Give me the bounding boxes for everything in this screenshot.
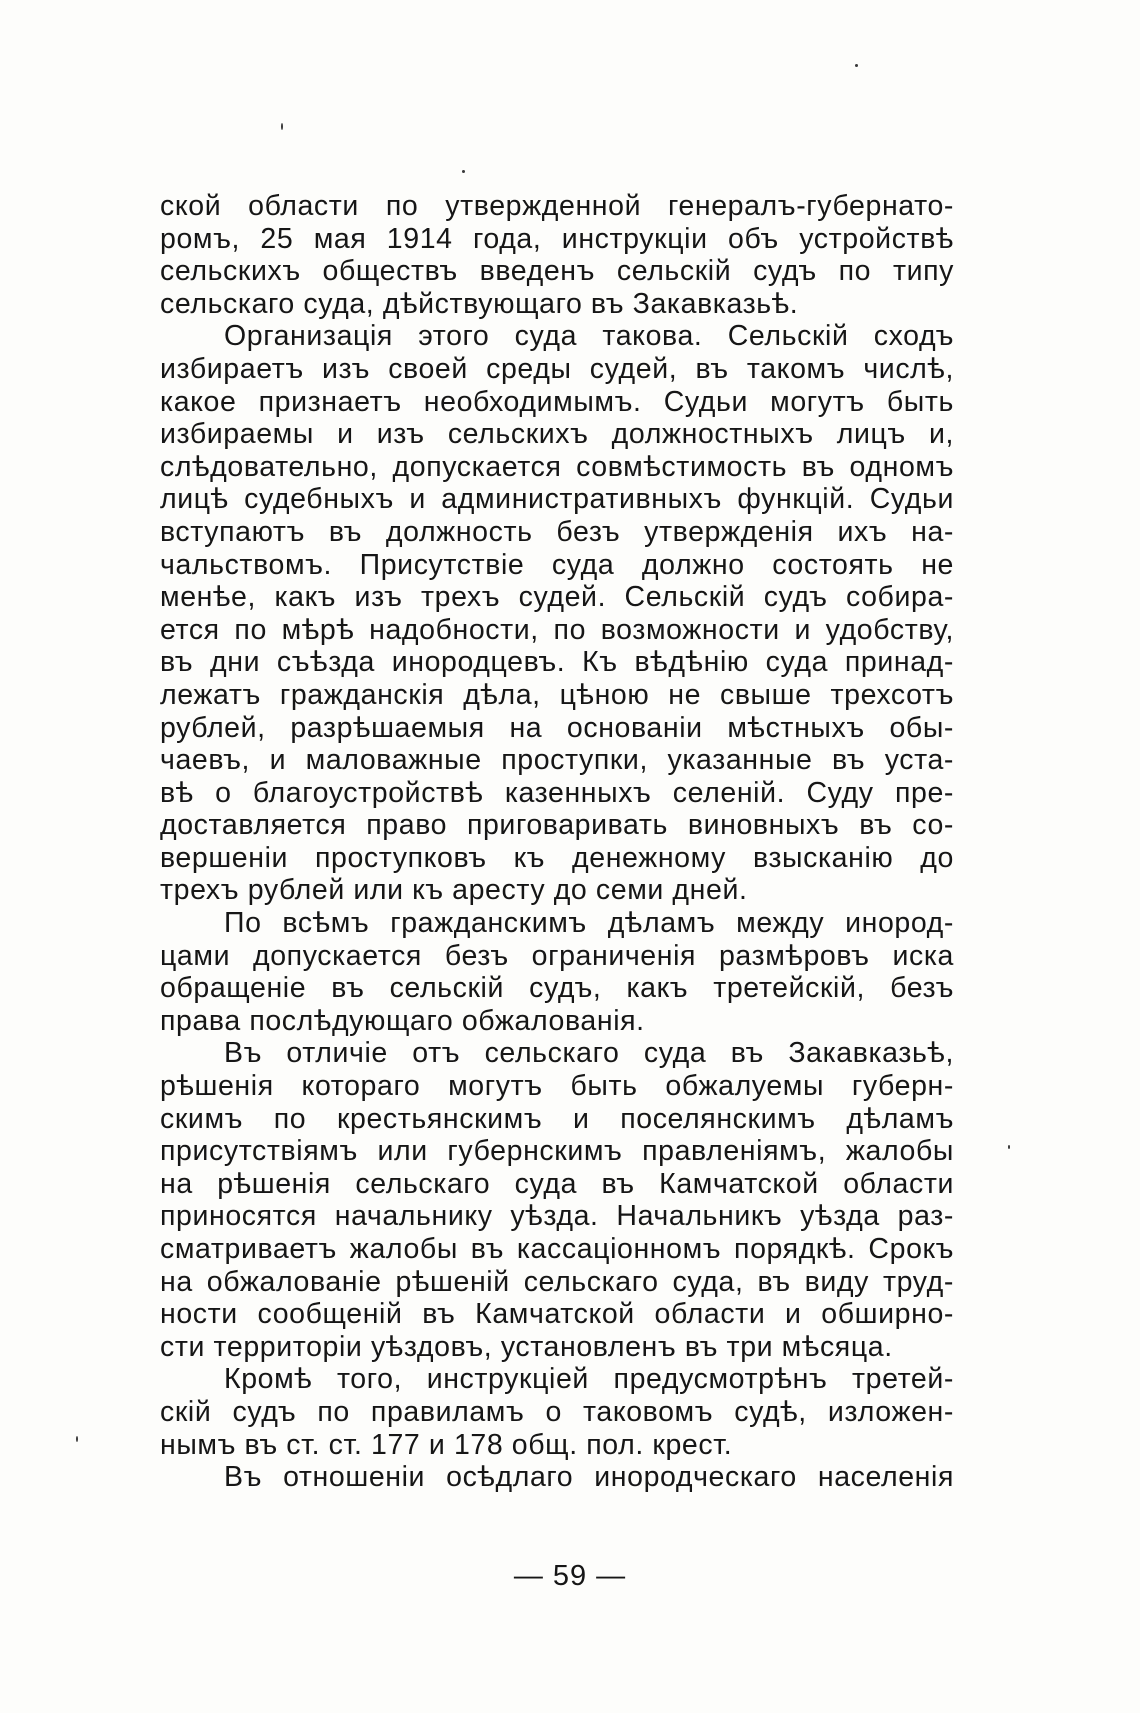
text-line: какое признаетъ необходимымъ. Судьи могутъ быть [160,385,954,418]
paragraph-start-line: Кромѣ того, инструкціей предусмотрѣнъ третей- [224,1363,954,1396]
text-line: чаевъ, и маловажные проступки, указанные въ уста- [160,744,954,777]
scan-speck [462,170,465,173]
text-line: права послѣдующаго обжалованія. [160,1004,645,1037]
text-line: вступаютъ въ должность безъ утвержденія ихъ на- [160,515,954,548]
text-line: присутствіямъ или губернскимъ правленіямъ, жалобы [160,1135,954,1168]
text-line: избираемы и изъ сельскихъ должностныхъ лицъ и, [160,418,954,451]
text-line: обращеніе въ сельскій судъ, какъ третейскій, безъ [160,972,954,1005]
text-line: рѣшенія котораго могутъ быть обжалуемы губерн- [160,1070,954,1103]
text-line: нымъ въ ст. ст. 177 и 178 общ. пол. крест. [160,1428,733,1461]
text-line: скій судъ по правиламъ о таковомъ судѣ, изложен- [160,1395,954,1428]
text-line: избираетъ изъ своей среды судей, въ такомъ числѣ, [160,352,954,385]
text-line: лежатъ гражданскія дѣла, цѣною не свыше трехсотъ [160,678,954,711]
text-line: сельскихъ обществъ введенъ сельскій судъ по типу [160,255,954,288]
text-line: приносятся начальнику уѣзда. Начальникъ уѣзда раз- [160,1200,954,1233]
text-line: цами допускается безъ ограниченія размѣровъ иска [160,939,954,972]
text-line: сельскаго суда, дѣйствующаго въ Закавказьѣ. [160,287,799,320]
paragraph-start-line: Въ отличіе отъ сельскаго суда въ Закавказьѣ, [224,1037,954,1070]
text-line: рублей, разрѣшаемыя на основаніи мѣстныхъ обы- [160,711,954,744]
text-line: вѣ о благоустройствѣ казенныхъ селеній. Суду пре- [160,776,954,809]
text-line: вершеніи проступковъ къ денежному взысканію до [160,841,954,874]
text-line: ской области по утвержденной генералъ-губернато- [160,190,954,222]
text-line: менѣе, какъ изъ трехъ судей. Сельскій судъ собира- [160,581,954,614]
text-line: сматриваетъ жалобы въ кассаціонномъ порядкѣ. Срокъ [160,1233,954,1265]
scan-speck [281,123,283,130]
text-line: на обжалованіе рѣшеній сельскаго суда, въ виду труд- [160,1265,954,1298]
text-line: скимъ по крестьянскимъ и поселянскимъ дѣламъ [160,1102,954,1135]
scan-speck [855,64,858,67]
paragraph-start-line: Въ отношеніи осѣдлаго инородческаго населенія [224,1461,954,1494]
text-line: въ дни съѣзда инородцевъ. Къ вѣдѣнію суда принад- [160,646,954,679]
text-line: ности сообщеній въ Камчатской области и обширно- [160,1298,954,1331]
scan-speck [76,1436,78,1442]
paragraph-start-line: Организація этого суда такова. Сельскій сходъ [224,320,954,353]
scan-speck [1008,1145,1010,1149]
text-line: ромъ, 25 мая 1914 года, инструкціи объ устройствѣ [160,222,954,255]
text-line: трехъ рублей или къ аресту до семи дней. [160,874,748,907]
text-line: доставляется право приговаривать виновныхъ въ со- [160,809,954,842]
page-number: — 59 — [513,1560,627,1592]
text-line: ется по мѣрѣ надобности, по возможности и удобству, [160,613,954,646]
text-line: слѣдовательно, допускается совмѣстимость въ одномъ [160,450,954,483]
paragraph-start-line: По всѣмъ гражданскимъ дѣламъ между инород- [224,907,954,940]
text-line: лицѣ судебныхъ и административныхъ функцій. Судьи [160,483,954,516]
text-line: сти территоріи уѣздовъ, установленъ въ три мѣсяца. [160,1330,893,1363]
body-text [160,190,954,1494]
text-line: на рѣшенія сельскаго суда въ Камчатской области [160,1167,954,1200]
text-line: чальствомъ. Присутствіе суда должно состоять не [160,548,954,581]
